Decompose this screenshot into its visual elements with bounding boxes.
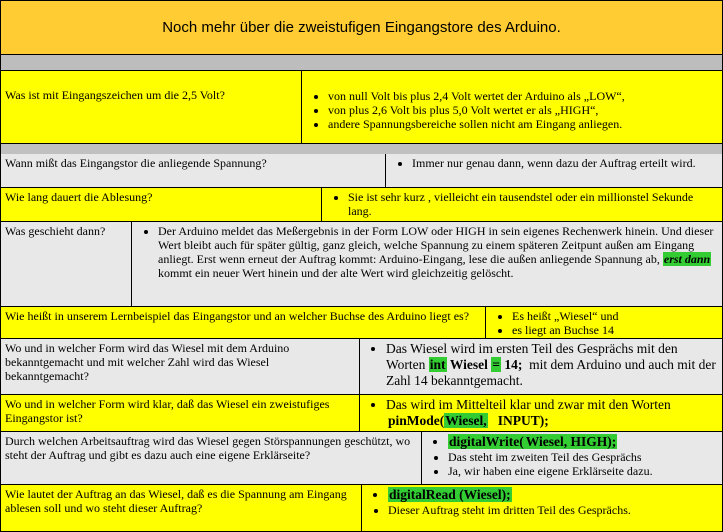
table-row	[1, 71, 722, 144]
code-digitalread: digitalRead (Wiesel);	[389, 487, 511, 502]
answer-cell	[385, 154, 722, 187]
answer-list	[364, 341, 718, 389]
answer-cell	[321, 188, 722, 221]
list-item: • Ja, wir haben eine eigene Erklärseite dazu.	[448, 464, 718, 478]
answer-list	[390, 156, 718, 170]
table-row	[1, 432, 722, 485]
answer-text: mit dem Arduino und auch mit der Zahl 14 bekanntgemacht.	[386, 357, 716, 388]
list-item: • von plus 2,6 Volt bis plus 5,0 Volt wertet er als „HIGH“,	[328, 103, 718, 117]
table-row	[1, 485, 722, 531]
question-text: Wie heißt in unserem Lernbeispiel das Eingangstor und an welcher Buchse des Arduino liegt es?	[5, 309, 470, 323]
answer-cell	[359, 395, 722, 431]
answer-list	[326, 190, 718, 218]
question-cell	[1, 339, 359, 394]
table-row	[1, 222, 722, 307]
code-wiesel: Wiesel	[449, 357, 488, 372]
answer-text: Das Wiesel wird im ersten Teil des Gesprächs mit den Worten	[386, 341, 678, 372]
answer-text: kommt ein neuer Wert hinein und der alte Wert wird gleichzeitig gelöscht.	[158, 266, 514, 280]
list-item: • Sie ist sehr kurz , vielleicht ein tausendstel oder ein millionstel Sekunde lang.	[348, 190, 718, 218]
code-equals: =	[492, 357, 500, 372]
question-text: Wo und in welcher Form wird klar, daß das Wiesel ein zweistufiges Eingangstor ist?	[5, 397, 330, 425]
answer-cell	[421, 432, 722, 484]
list-item	[448, 434, 718, 450]
question-text: Was geschieht dann?	[5, 224, 106, 238]
header-separator-bar	[1, 55, 722, 71]
table-row	[1, 154, 722, 188]
question-text: Wann mißt das Eingangstor die anliegende Spannung?	[5, 156, 267, 170]
code-digitalwrite: digitalWrite(	[449, 434, 524, 449]
question-text: Durch welchen Arbeitsauftrag wird das Wiesel gegen Störspannungen geschützt, wo steht der Auftrag und gibt es dazu auch eine eigene Erklärseite?	[5, 434, 411, 462]
list-item: • es liegt an Buchse 14	[512, 323, 718, 337]
answer-cell	[301, 71, 722, 143]
highlight-erst-dann: erst dann	[663, 252, 711, 266]
table-row	[1, 188, 722, 222]
code-wiesel: Wiesel,	[445, 413, 487, 428]
question-cell	[1, 222, 131, 306]
question-cell	[1, 432, 421, 484]
question-cell	[1, 154, 385, 187]
code-int: int	[429, 357, 446, 372]
code-args: Wiesel, HIGH);	[525, 434, 617, 449]
answer-list	[364, 397, 718, 413]
question-cell	[1, 71, 301, 143]
question-text: Wo und in welcher Form wird das Wiesel mit dem Arduino bekanntgemacht und mit welcher Zahl wird das Wiesel bekanntgemacht?	[5, 341, 290, 383]
answer-list	[366, 487, 718, 517]
code-line	[364, 413, 718, 429]
question-text: Wie lautet der Auftrag an das Wiesel, daß es die Spannung am Eingang ablesen soll und wo steht dieser Auftrag?	[5, 487, 347, 515]
list-item	[158, 224, 718, 280]
answer-list	[136, 224, 718, 280]
table-row	[1, 395, 722, 432]
list-item: • Dieser Auftrag steht im dritten Teil des Gesprächs.	[388, 503, 718, 517]
list-item: • Immer nur genau dann, wenn dazu der Auftrag erteilt wird.	[412, 156, 718, 170]
list-item: • Es heißt „Wiesel“ und	[512, 309, 718, 323]
list-item	[386, 341, 718, 389]
answer-cell	[359, 339, 722, 394]
list-item	[388, 487, 718, 503]
table-row	[1, 339, 722, 395]
table-row	[1, 307, 722, 339]
question-cell	[1, 307, 485, 338]
question-text: Wie lang dauert die Ablesung?	[5, 190, 153, 204]
question-cell	[1, 485, 361, 531]
question-cell	[1, 188, 321, 221]
list-item: • Das wird im Mittelteil klar und zwar mit den Worten	[386, 397, 718, 413]
code-pinmode: pinMode(	[388, 413, 445, 428]
answer-list	[490, 309, 718, 337]
code-input: INPUT);	[497, 413, 549, 428]
answer-list	[306, 89, 718, 131]
answer-cell	[361, 485, 722, 531]
list-item: • von null Volt bis plus 2,4 Volt wertet der Arduino als „LOW“,	[328, 89, 718, 103]
answer-cell	[485, 307, 722, 338]
answer-list	[426, 434, 718, 478]
list-item: • Das steht im zweiten Teil des Gesprächs	[448, 450, 718, 464]
question-text: Was ist mit Eingangszeichen um die 2,5 Volt?	[5, 88, 225, 102]
question-cell	[1, 395, 359, 431]
answer-cell	[131, 222, 722, 306]
answer-text: Der Arduino meldet das Meßergebnis in der Form LOW oder HIGH in sein eigenes Rechenwerk hinein. Und dieser Wert bleibt auch für später gültig, ganz gleich, welche Spannung zu einem späteren Zeitpunt außen am Eingang anliegt. Erst wenn erneut der Auftrag kommt: Arduino-Eingang, lese die außen anliegende Spannung ab,	[158, 224, 714, 266]
page-title: Noch mehr über die zweistufigen Eingangstore des Arduino.	[1, 1, 722, 55]
list-item: • andere Spannungsbereiche sollen nicht am Eingang anliegen.	[328, 117, 718, 131]
code-number: 14;	[504, 357, 523, 372]
